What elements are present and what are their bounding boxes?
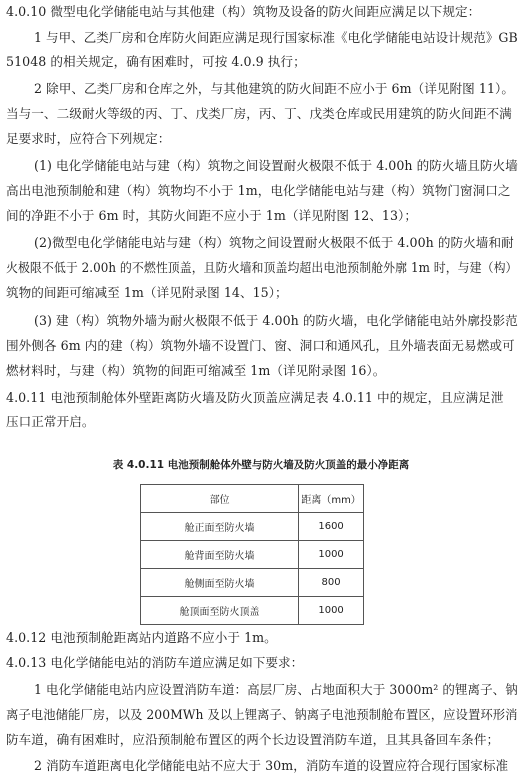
- sub-item-1-cont-1: 高出电池预制舱和建（构）筑物均不小于 1m，电化学储能电站与建（构）筑物门窗洞口之: [6, 183, 511, 198]
- table-row: [141, 597, 364, 625]
- table-caption: 表 4.0.11 电池预制舱体外壁与防火墙及防火顶盖的最小净距离: [112, 459, 410, 471]
- clause-4-0-13-item-1: 1 电化学储能电站内应设置消防车道：高层厂房、占地面积大于 3000m² 的锂离子、钠: [34, 682, 518, 697]
- sub-item-3: (3) 建（构）筑物外墙为耐火极限不低于 4.00h 的防火墙，电化学储能电站外廓投影范: [34, 313, 518, 328]
- clause-4-0-13: 4.0.13 电化学储能电站的消防车道应满足如下要求：: [6, 655, 304, 670]
- clause-4-0-13-item-1-cont-2: 防车道，确有困难时，应沿预制舱布置区的两个长边设置消防车道，且其具备回车条件；: [6, 732, 500, 747]
- header-distance: 距离（mm）: [299, 485, 364, 513]
- sub-item-1-cont-2: 间的净距不小于 6m 时，其防火间距不应小于 1m（详见附图 12、13）；: [6, 208, 418, 223]
- clause-4-0-10-item-2: 2 除甲、乙类厂房和仓库之外，与其他建筑的防火间距不应小于 6m（详见附图 11）。: [34, 81, 514, 96]
- clause-4-0-11: 4.0.11 电池预制舱体外壁距离防火墙及防火顶盖应满足表 4.0.11 中的规定，且应满足泄: [6, 390, 504, 405]
- table-row: [141, 569, 364, 597]
- row-position: 舱背面至防火墙: [141, 541, 299, 569]
- clause-4-0-12: 4.0.12 电池预制舱距离站内道路不应小于 1m。: [6, 630, 277, 645]
- table-header-row: [141, 485, 364, 513]
- clause-4-0-13-item-2: 2 消防车道距离电化学储能电站不应大于 30m，消防车道的设置应符合现行国家标准: [34, 758, 509, 773]
- table-row: [141, 541, 364, 569]
- row-distance: 1000: [299, 597, 364, 625]
- sub-item-3-cont-1: 围外侧各 6m 内的建（构）筑物外墙不设置门、窗、洞口和通风孔，且外墙表面无易燃或可: [6, 338, 515, 353]
- row-distance: 800: [299, 569, 364, 597]
- clause-4-0-10-item-2-cont-2: 足要求时，应符合下列规定：: [6, 131, 171, 146]
- sub-item-2-cont-1: 火极限不低于 2.00h 的不燃性顶盖，且防火墙和顶盖均超出电池预制舱外廓 1m 时，与建（构）: [6, 260, 518, 275]
- clause-4-0-11-cont: 压口正常开启。: [6, 414, 95, 429]
- header-position: 部位: [141, 485, 299, 513]
- row-distance: 1000: [299, 541, 364, 569]
- row-distance: 1600: [299, 513, 364, 541]
- clause-4-0-10-title: 4.0.10 微型电化学储能电站与其他建（构）筑物及设备的防火间距应满足以下规定：: [6, 4, 481, 19]
- sub-item-2: (2)微型电化学储能电站与建（构）筑物之间设置耐火极限不低于 4.00h 的防火墙和耐: [34, 235, 514, 250]
- clause-4-0-13-item-1-cont-1: 离子电池储能厂房，以及 200MWh 及以上锂离子、钠离子电池预制舱布置区，应设置环形消: [6, 707, 518, 722]
- clause-4-0-10-item-2-cont-1: 当与一、二级耐火等级的丙、丁、戊类厂房，丙、丁、戊类仓库或民用建筑的防火间距不满: [6, 106, 512, 121]
- clause-4-0-10-item-1: 1 与甲、乙类厂房和仓库防火间距应满足现行国家标准《电化学储能电站设计规范》GB: [34, 30, 518, 45]
- clause-4-0-10-item-1-cont: 51048 的相关规定，确有困难时，可按 4.0.9 执行；: [6, 54, 306, 69]
- row-position: 舱顶面至防火顶盖: [141, 597, 299, 625]
- sub-item-2-cont-2: 筑物的间距可缩减至 1m（详见附录图 14、15）；: [6, 285, 288, 300]
- table-row: [141, 513, 364, 541]
- row-position: 舱侧面至防火墙: [141, 569, 299, 597]
- clearance-table: [140, 484, 364, 625]
- sub-item-3-cont-2: 燃材料时，与建（构）筑物的间距可缩减至 1m（详见附录图 16）。: [6, 363, 386, 378]
- sub-item-1: (1) 电化学储能电站与建（构）筑物之间设置耐火极限不低于 4.00h 的防火墙且防火墙: [34, 158, 518, 173]
- row-position: 舱正面至防火墙: [141, 513, 299, 541]
